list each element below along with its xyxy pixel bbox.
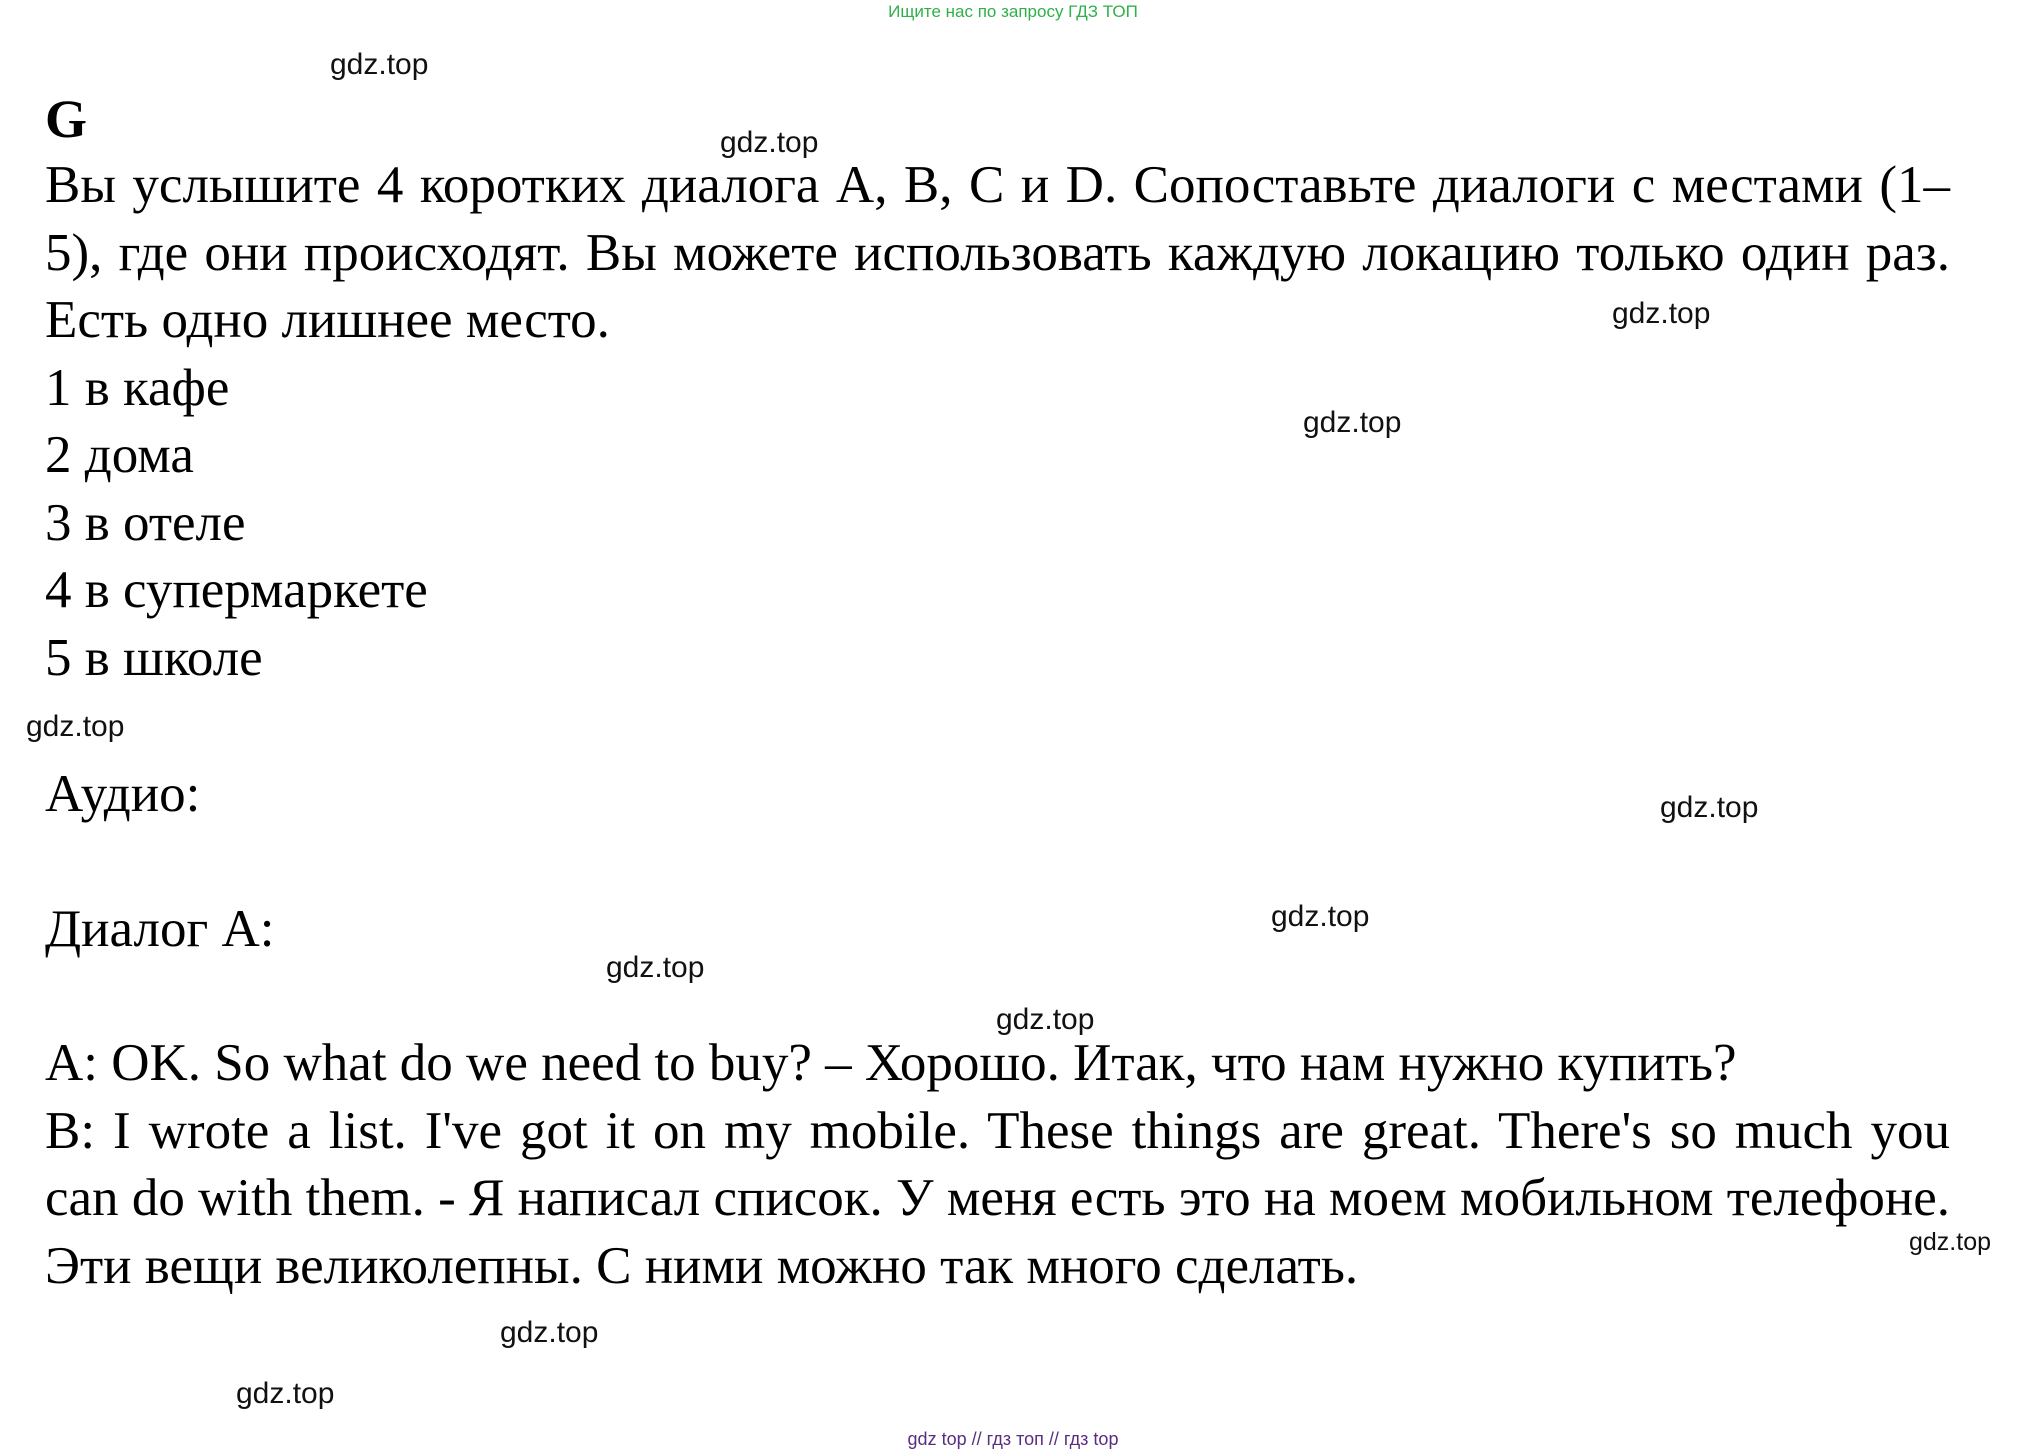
location-option-1: 1 в кафе — [45, 358, 230, 417]
watermark: gdz.top — [500, 1316, 599, 1349]
dialog-line-b: B: I wrote a list. I've got it on my mobile. These things are great. There's so much you can do with them. - Я написал список. У меня есть это на моем мобильном телефоне. Эти вещи великолепны. С ними можно так много сделать. — [45, 1101, 1950, 1295]
task-instructions: Вы услышите 4 коротких диалога A, B, C и D. Сопоставьте диалоги с местами (1–5), где они происходят. Вы можете использовать каждую локацию только один раз. Есть одно лишнее место. — [45, 156, 1950, 349]
watermark: gdz.top — [1660, 791, 1759, 824]
location-option-3: 3 в отеле — [45, 493, 246, 552]
top-banner: Ищите нас по запросу ГДЗ ТОП — [888, 2, 1138, 21]
audio-heading: Аудио: — [45, 765, 201, 823]
watermark: gdz.top — [1909, 1228, 1992, 1256]
document-body — [45, 86, 1950, 1300]
watermark: gdz.top — [1271, 900, 1370, 933]
location-option-4: 4 в супермаркете — [45, 561, 428, 619]
location-option-5: 5 в школе — [45, 628, 263, 687]
watermark: gdz.top — [330, 48, 429, 81]
dialog-transcript — [45, 1030, 1950, 1300]
location-options — [45, 355, 1950, 693]
watermark: gdz.top — [1303, 406, 1402, 439]
watermark: gdz.top — [996, 1003, 1095, 1036]
watermark: gdz.top — [236, 1377, 335, 1410]
watermark: gdz.top — [26, 710, 125, 743]
dialog-heading: Диалог A: — [45, 899, 275, 958]
footer-links: gdz top // гдз топ // гдз top — [907, 1429, 1119, 1449]
dialog-line-a: A: OK. So what do we need to buy? – Хорошо. Итак, что нам нужно купить? — [45, 1034, 1737, 1092]
section-letter: G — [45, 89, 88, 149]
watermark: gdz.top — [1612, 297, 1711, 330]
location-option-2: 2 дома — [45, 426, 194, 484]
watermark: gdz.top — [606, 951, 705, 984]
watermark: gdz.top — [720, 126, 819, 159]
